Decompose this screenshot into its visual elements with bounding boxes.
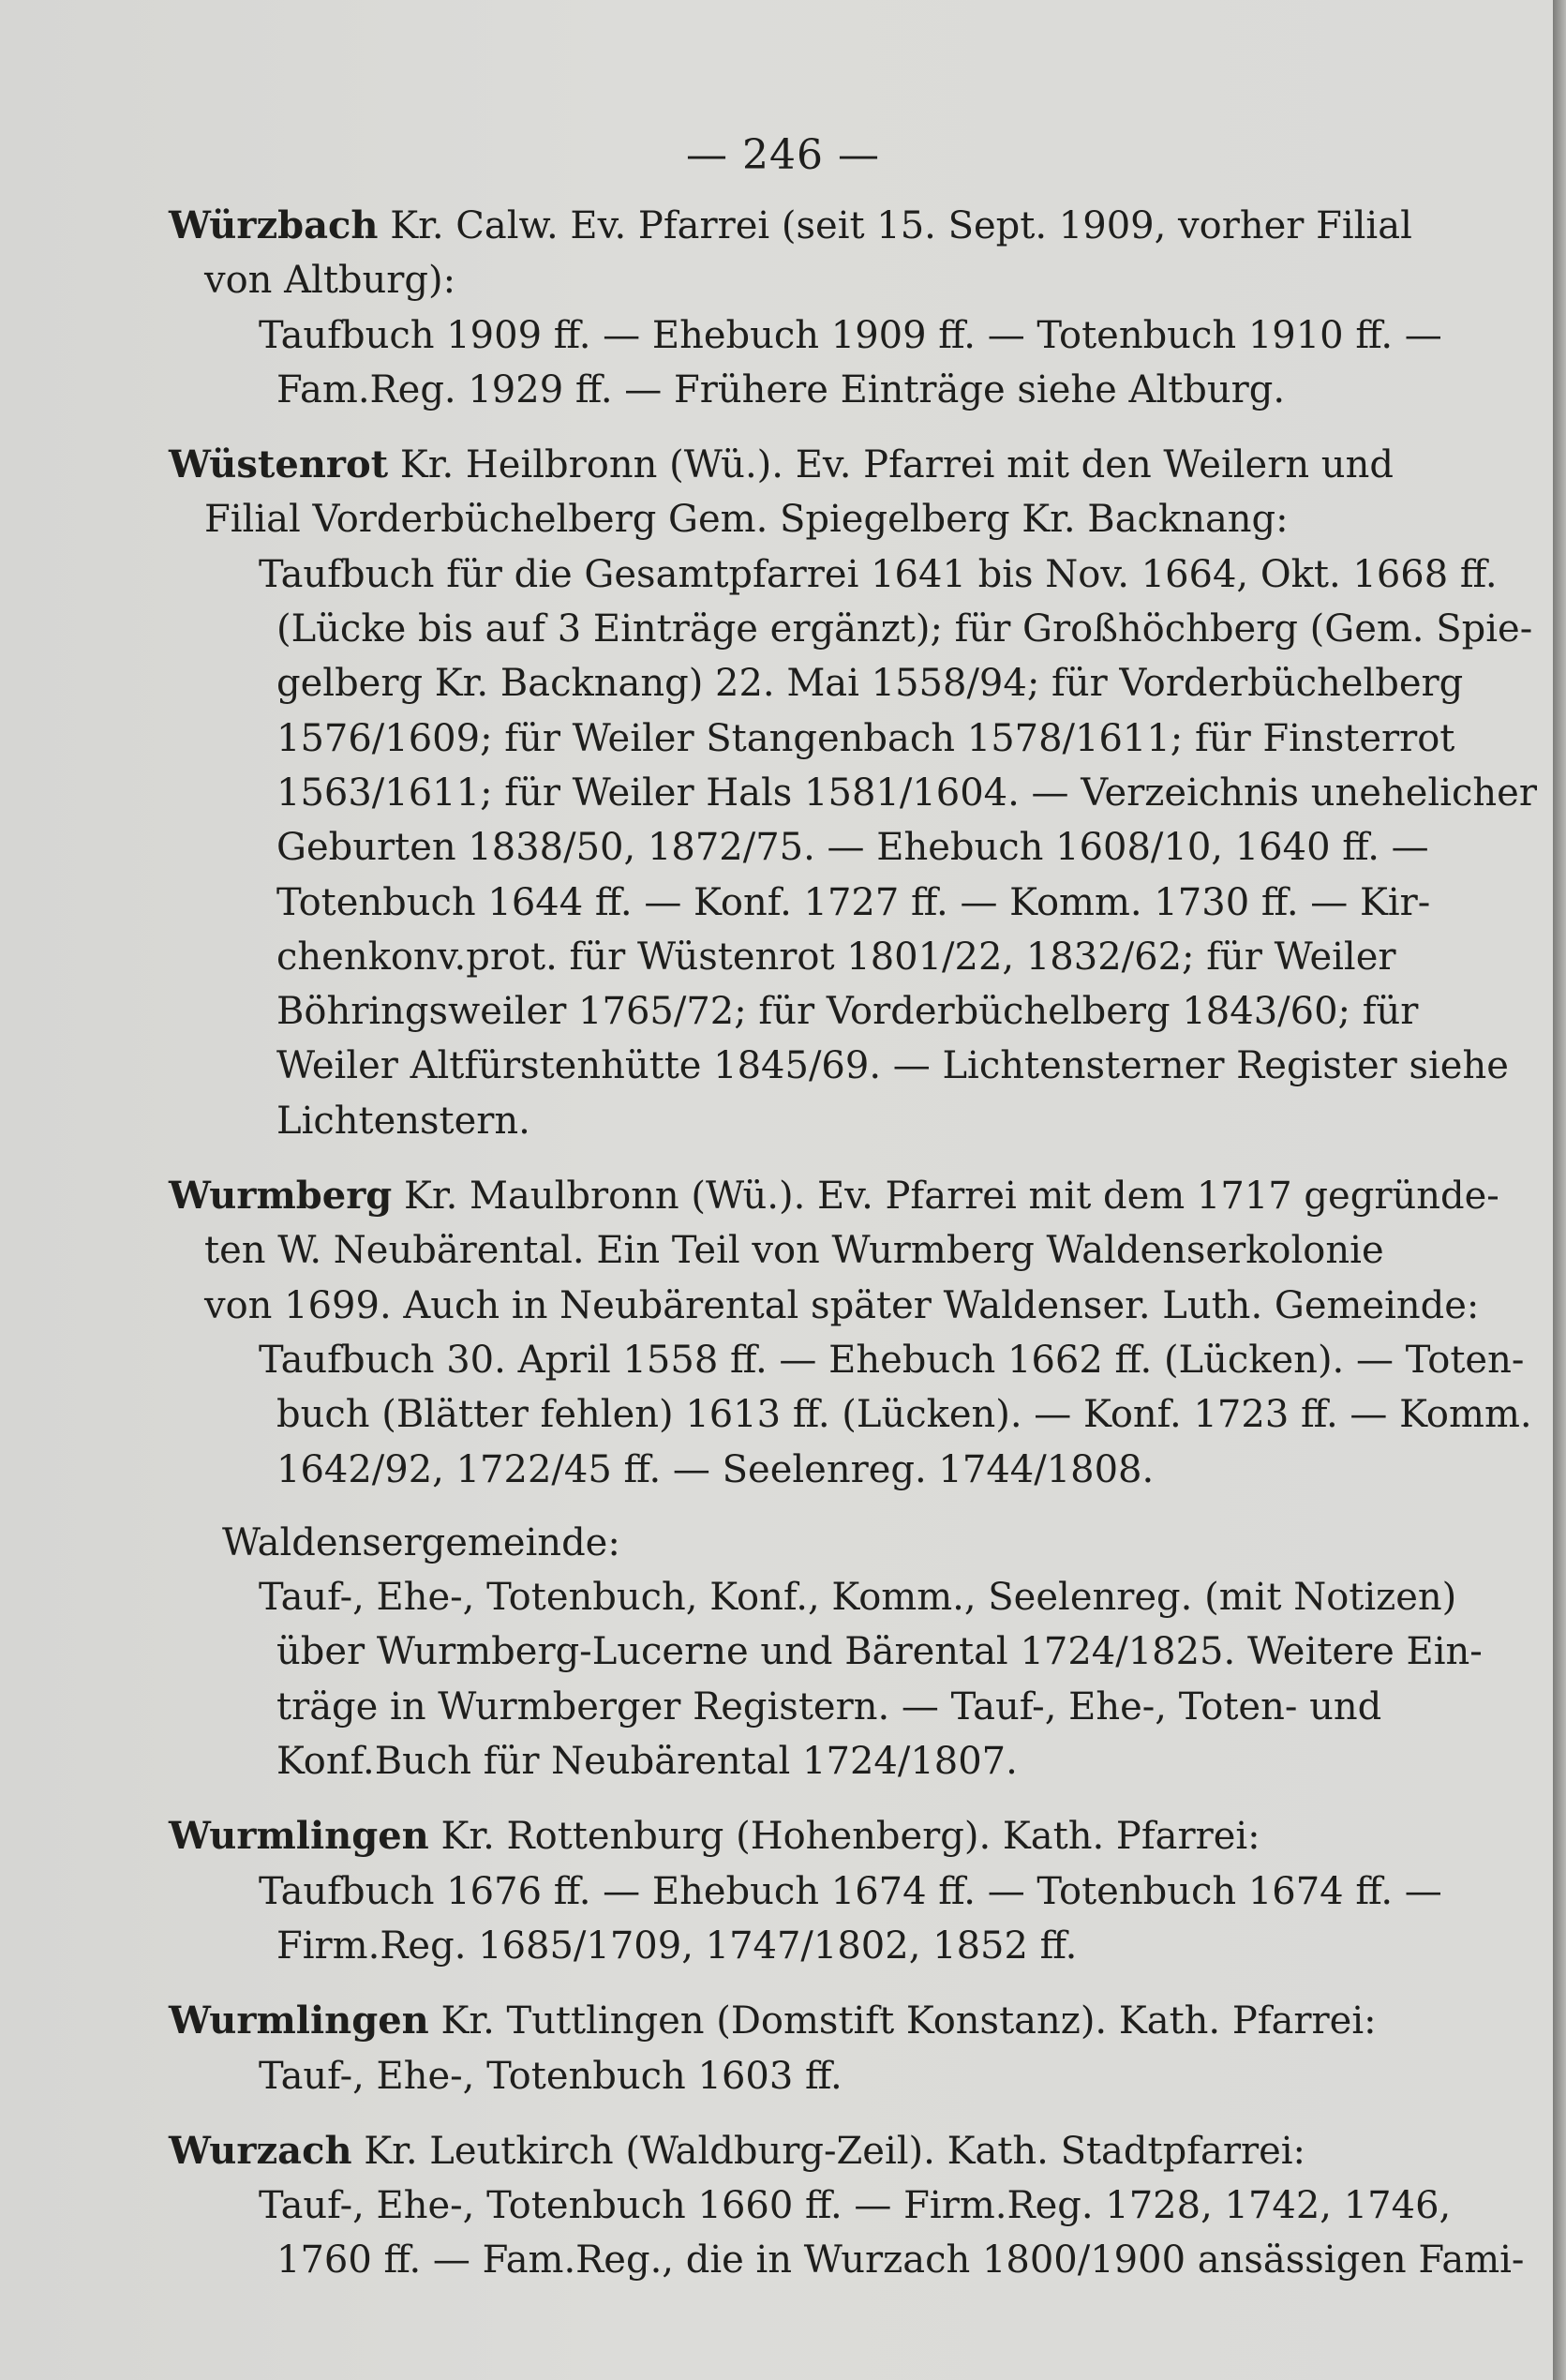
entry-line: Kr. Leutkirch (Waldburg-Zeil). Kath. Stadtpfarrei: (351, 2129, 1306, 2173)
entry-line: Konf.Buch für Neubärental 1724/1807. (276, 1740, 1018, 1784)
entry-line: Firm.Reg. 1685/1709, 1747/1802, 1852 ff. (276, 1923, 1078, 1968)
entry-line: 1563/1611; für Weiler Hals 1581/1604. — Verzeichnis unehelicher (276, 771, 1537, 815)
entry-line: Kr. Tuttlingen (Domstift Konstanz). Kath. Pfarrei: (428, 1999, 1377, 2043)
entry-line: Tauf-, Ehe-, Totenbuch 1660 ff. — Firm.Reg. 1728, 1742, 1746, (259, 2184, 1452, 2228)
entry-first-line (169, 2124, 1378, 2178)
entry-wurzach (169, 2124, 1525, 2288)
entry-line: 1642/92, 1722/45 ff. — Seelenreg. 1744/1808. (276, 1447, 1155, 1491)
entry-line: buch (Blätter fehlen) 1613 ff. (Lücken). — Konf. 1723 ff. — Komm. (276, 1393, 1532, 1437)
entry-line: Geburten 1838/50, 1872/75. — Ehebuch 1608/10, 1640 ff. — (276, 826, 1429, 870)
entry-wurmberg (169, 1169, 1532, 1789)
entry-first-line (169, 1809, 1378, 1864)
text-block (169, 199, 1537, 2288)
place-name: Würzbach (169, 203, 379, 247)
entry-line: träge in Wurmberger Registern. — Tauf-, Ehe-, Toten- und (276, 1684, 1382, 1729)
entry-line: (Lücke bis auf 3 Einträge ergänzt); für Großhöchberg (Gem. Spie- (276, 607, 1533, 651)
entry-line: Taufbuch 30. April 1558 ff. — Ehebuch 1662 ff. (Lücken). — Toten- (259, 1338, 1525, 1382)
entry-line: Weiler Altfürstenhütte 1845/69. — Lichtensterner Register siehe (276, 1044, 1509, 1088)
entry-line: von Altburg): (204, 259, 456, 303)
entry-wurmlingen-rottenburg (169, 1809, 1442, 1973)
entry-line: Kr. Heilbronn (Wü.). Ev. Pfarrei mit den Weilern und (388, 443, 1394, 487)
page-number: — 246 — (686, 131, 880, 179)
entry-wurmlingen-tuttlingen (169, 1994, 1378, 2103)
entry-line: über Wurmberg-Lucerne und Bärental 1724/1825. Weitere Ein- (276, 1630, 1483, 1674)
place-name: Wurzach (169, 2128, 352, 2173)
entry-first-line (169, 1169, 1499, 1223)
entry-line: Lichtenstern. (276, 1099, 530, 1143)
entry-first-line (169, 199, 1412, 253)
entry-line: Taufbuch für die Gesamtpfarrei 1641 bis Nov. 1664, Okt. 1668 ff. (259, 552, 1498, 596)
entry-line: Kr. Maulbronn (Wü.). Ev. Pfarrei mit dem 1717 gegründe- (392, 1175, 1499, 1219)
entry-line: Kr. Rottenburg (Hohenberg). Kath. Pfarrei: (428, 1815, 1260, 1859)
entry-line: ten W. Neubärental. Ein Teil von Wurmberg Waldenserkolonie (204, 1229, 1384, 1273)
place-name: Wüstenrot (169, 442, 389, 487)
entry-line: Kr. Calw. Ev. Pfarrei (seit 15. Sept. 1909, vorher Filial (378, 204, 1412, 247)
entry-line: 1576/1609; für Weiler Stangenbach 1578/1611; für Finsterrot (276, 716, 1455, 760)
entry-line: Fam.Reg. 1929 ff. — Frühere Einträge siehe Altburg. (276, 367, 1286, 412)
entry-line: Tauf-, Ehe-, Totenbuch 1603 ff. (259, 2054, 843, 2098)
place-name: Wurmlingen (169, 1998, 429, 2043)
entry-line: Taufbuch 1676 ff. — Ehebuch 1674 ff. — Totenbuch 1674 ff. — (259, 1869, 1442, 1913)
entry-subheading: Waldensergemeinde: (222, 1520, 620, 1564)
entry-line: chenkonv.prot. für Wüstenrot 1801/22, 1832/62; für Weiler (276, 935, 1396, 979)
entry-line: Totenbuch 1644 ff. — Konf. 1727 ff. — Komm. 1730 ff. — Kir- (276, 880, 1431, 924)
entry-line: 1760 ff. — Fam.Reg., die in Wurzach 1800/1900 ansässigen Fami- (276, 2238, 1525, 2283)
entry-line: gelberg Kr. Backnang) 22. Mai 1558/94; für Vorderbüchelberg (276, 662, 1464, 706)
entry-wuestenrot (169, 438, 1537, 1148)
page-edge-shadow (1553, 0, 1566, 2380)
place-name: Wurmberg (169, 1174, 393, 1219)
entry-line: Filial Vorderbüchelberg Gem. Spiegelberg Kr. Backnang: (204, 498, 1289, 542)
entry-line: Tauf-, Ehe-, Totenbuch, Konf., Komm., Seelenreg. (mit Notizen) (259, 1576, 1457, 1620)
entry-line: Böhringsweiler 1765/72; für Vorderbüchelberg 1843/60; für (276, 990, 1419, 1034)
entry-first-line (169, 1994, 1378, 2048)
entry-wuerzbach (169, 199, 1442, 417)
entry-line: von 1699. Auch in Neubärental später Waldenser. Luth. Gemeinde: (204, 1283, 1480, 1327)
entry-first-line (169, 438, 1394, 492)
place-name: Wurmlingen (169, 1814, 429, 1859)
entry-line: Taufbuch 1909 ff. — Ehebuch 1909 ff. — Totenbuch 1910 ff. — (259, 313, 1442, 357)
